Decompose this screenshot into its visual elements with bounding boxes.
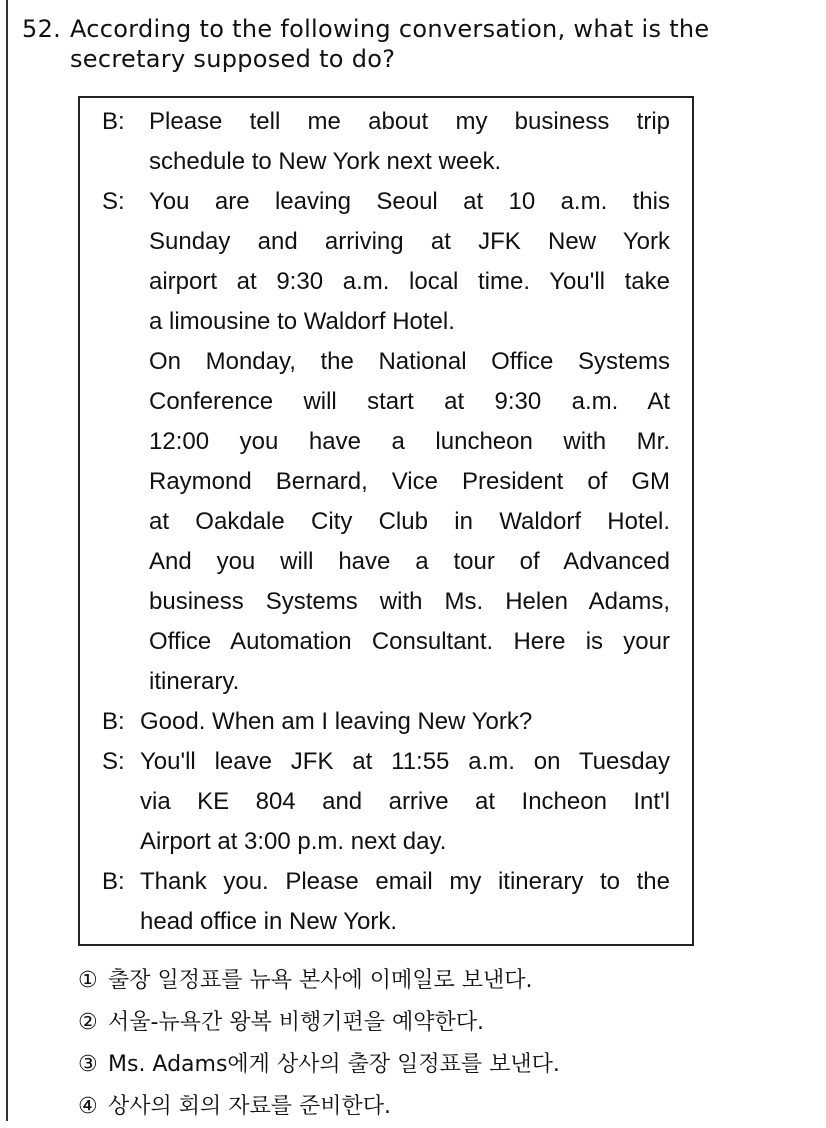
dialogue-text: a limousine to Waldorf Hotel.: [149, 308, 455, 335]
dialogue-text: business Systems with Ms. Helen Adams,: [149, 588, 670, 615]
option-text: 출장 일정표를 뉴욕 본사에 이메일로 보낸다.: [108, 968, 533, 993]
dialogue-box: [78, 96, 694, 946]
option-1[interactable]: [78, 960, 778, 1002]
option-text: 서울-뉴욕간 왕복 비행기편을 예약한다.: [108, 1010, 484, 1035]
dialogue-text: 12:00 you have a luncheon with Mr.: [149, 428, 670, 455]
dialogue-text: schedule to New York next week.: [149, 148, 502, 175]
option-marker: ②: [78, 1010, 98, 1035]
dialogue-text: Good. When am I leaving New York?: [140, 708, 533, 735]
answer-options: [78, 960, 778, 1128]
dialogue-text: Thank you. Please email my itinerary to the: [140, 868, 670, 895]
speaker-label: S:: [102, 188, 125, 215]
option-marker: ①: [78, 968, 98, 993]
question-line-1: [22, 14, 722, 44]
dialogue-text: Conference will start at 9:30 a.m. At: [149, 388, 670, 415]
dialogue-text: Sunday and arriving at JFK New York: [149, 228, 670, 255]
option-text: 상사의 회의 자료를 준비한다.: [108, 1094, 391, 1119]
dialogue-text: at Oakdale City Club in Waldorf Hotel.: [149, 508, 670, 535]
question-text-2: secretary supposed to do?: [70, 45, 396, 73]
dialogue-text: airport at 9:30 a.m. local time. You'll take: [149, 268, 670, 295]
speaker-label: S:: [102, 748, 125, 775]
dialogue-text: On Monday, the National Office Systems: [149, 348, 670, 375]
question-number: 52.: [22, 15, 62, 43]
option-4[interactable]: [78, 1086, 778, 1128]
left-border-line: [6, 0, 8, 1121]
dialogue-text: itinerary.: [149, 668, 240, 695]
dialogue-text: Raymond Bernard, Vice President of GM: [149, 468, 670, 495]
dialogue-text: head office in New York.: [140, 908, 398, 935]
option-marker: ③: [78, 1052, 98, 1077]
question-text-1: According to the following conversation, what is the: [70, 15, 710, 43]
dialogue-text: Airport at 3:00 p.m. next day.: [140, 828, 447, 855]
option-text: Ms. Adams에게 상사의 출장 일정표를 보낸다.: [108, 1052, 560, 1077]
speaker-label: B:: [102, 868, 125, 895]
dialogue-text: Office Automation Consultant. Here is your: [149, 628, 670, 655]
option-2[interactable]: [78, 1002, 778, 1044]
speaker-label: B:: [102, 708, 125, 735]
dialogue-text: Please tell me about my business trip: [149, 108, 670, 135]
option-marker: ④: [78, 1094, 98, 1119]
dialogue-text: And you will have a tour of Advanced: [149, 548, 670, 575]
dialogue-text: You'll leave JFK at 11:55 a.m. on Tuesday: [140, 748, 670, 775]
dialogue-text: via KE 804 and arrive at Incheon Int'l: [140, 788, 670, 815]
question-stem: [22, 14, 722, 74]
speaker-label: B:: [102, 108, 125, 135]
dialogue-text: You are leaving Seoul at 10 a.m. this: [149, 188, 670, 215]
option-3[interactable]: [78, 1044, 778, 1086]
